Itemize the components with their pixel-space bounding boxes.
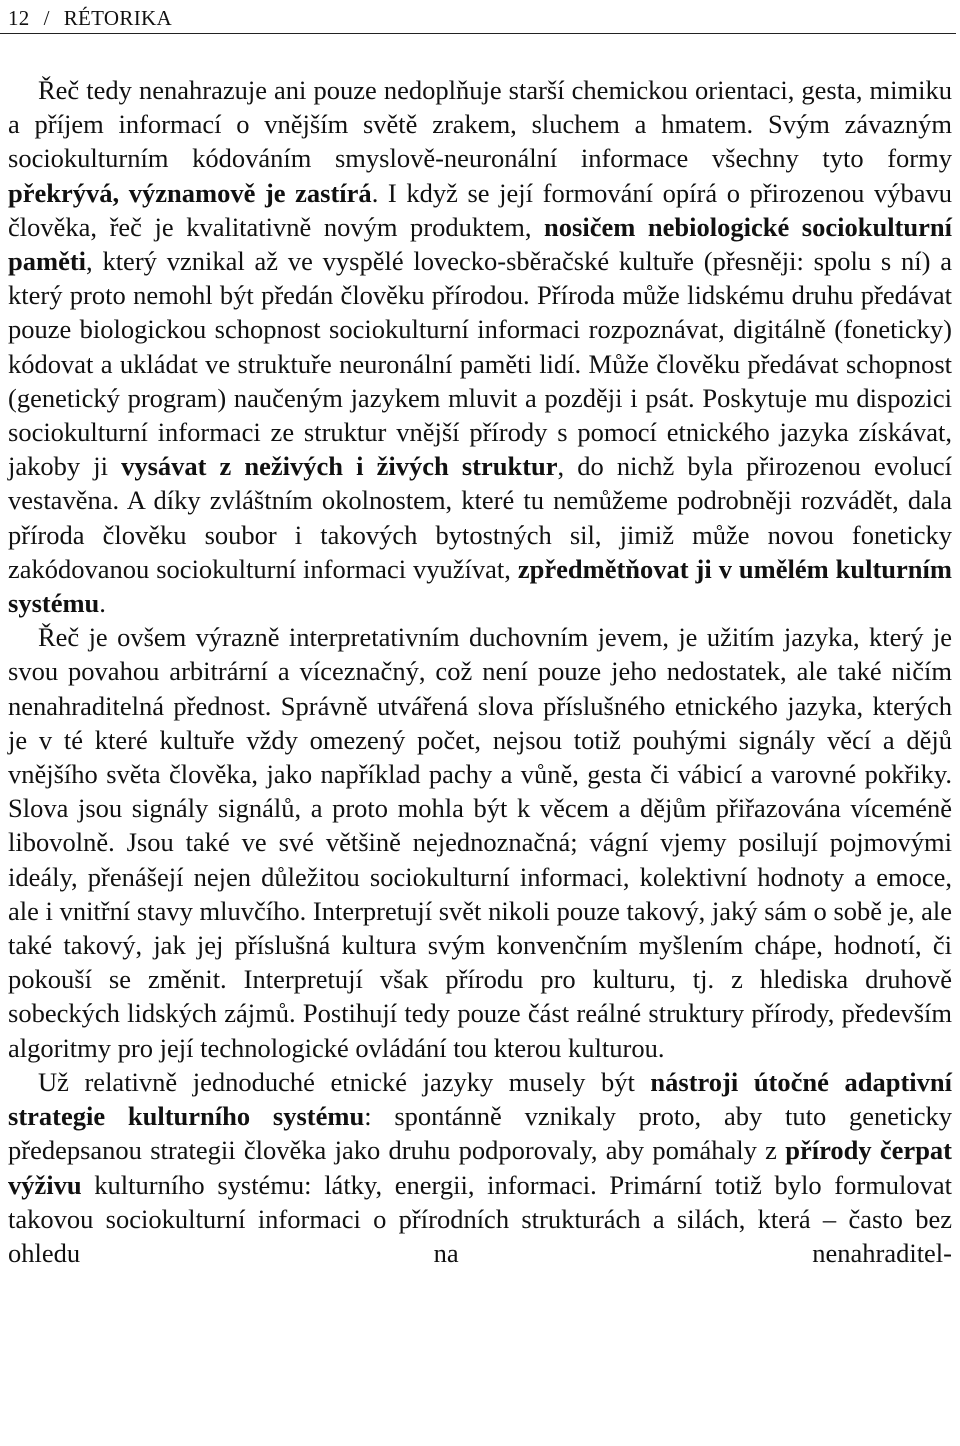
running-head-separator: / (43, 6, 50, 30)
text-segment: Řeč tedy nenahrazuje ani pouze nedoplňuje starší chemickou orientaci, gesta, mimiku a příjem informací o vnějším světě zrakem, sluchem a hmatem. Svým závazným sociokulturním kódováním smyslově-neuronální informace všechny tyto formy (8, 75, 952, 174)
chapter-title: RÉTORIKA (63, 6, 172, 30)
paragraph-2 (8, 620, 952, 1065)
text-segment: . I když se její formování opírá o přirozenou výbavu člověka, řeč je kvalitativně novým produktem, (8, 177, 952, 242)
bold-segment: vysávat z neživých i živých struktur (121, 451, 558, 482)
page-number: 12 (8, 6, 30, 30)
text-segment: kulturního systému: látky, energii, informaci. Primární totiž bylo formulovat takovou sociokulturní informaci o přírodních strukturách a silách, která – často bez ohledu na nenahraditel- (8, 1169, 952, 1268)
bold-segment: přírody čerpat výživu (8, 1135, 953, 1200)
paragraph-3 (8, 1065, 952, 1270)
bold-segment: zpředmětňovat ji v umělém kulturním systému (8, 553, 952, 619)
text-segment: : spontánně vznikaly proto, aby tuto geneticky předepsanou strategii člověka jako druhu podporovaly, aby pomáhaly z (8, 1101, 952, 1166)
body-text (8, 73, 952, 1270)
header-rule (0, 33, 956, 34)
bold-segment: nosičem nebiologické sociokulturní paměti (8, 211, 952, 277)
running-head (8, 6, 172, 30)
text-segment: , který vznikal až ve vyspělé lovecko-sběračské kultuře (přesněji: spolu s ní) a který proto nemohl být předán člověku přírodou. Příroda může lidskému druhu předávat pouze biologickou schopnost sociokulturní informaci rozpoznávat, digitálně (foneticky) kódovat a ukládat ve struktuře neuronální paměti lidí. Může člověku předávat schopnost (genetický program) naučeným jazykem mluvit a později i psát. Poskytuje mu dispozici sociokulturní informaci ze struktur vnější přírody s pomocí etnického jazyka získávat, jakoby ji (8, 246, 952, 482)
text-segment: . (99, 588, 106, 619)
bold-segment: nástroji útočné adaptivní strategie kulturního systému (8, 1066, 952, 1132)
text-segment: , do nichž byla přirozenou evolucí vestavěna. A díky zvláštním okolnostem, které tu nemůžeme podrobněji rozvádět, dala příroda člověku soubor i takových bytostných sil, jimiž může novou foneticky zakódovanou sociokulturní informaci využívat, (8, 451, 952, 584)
bold-segment: překrývá, významově je zastírá (8, 177, 372, 208)
text-segment: Řeč je ovšem výrazně interpretativním duchovním jevem, je užitím jazyka, který je svou povahou arbitrární a víceznačný, což není pouze jeho nedostatek, ale také ničím nenahraditelná přednost. Správně utvářená slova příslušného etnického jazyka, kterých je v té které kultuře vždy omezený počet, nejsou totiž pouhými signály věcí a dějů vnějšího světa člověka, jako například pachy a vůně, gesta či vábicí a varovné pokřiky. Slova jsou signály signálů, a proto mohla být k věcem a dějům přiřazována víceméně libovolně. Jsou také ve své většině nejednoznačná; vágní vjemy posilují pojmovými ideály, přenášejí nejen důležitou sociokulturní informaci, kolektivní hodnoty a emoce, ale i vnitřní stavy mluvčího. Interpretují svět nikoli pouze takový, jaký sám o sobě je, ale také takový, jak jej příslušná kultura svým konvenčním myšlením chápe, hodnotí, či pokouší se změnit. Interpretují však přírodu pro kulturu, tj. z hlediska druhově sobeckých lidských zájmů. Postihují tedy pouze část reálné struktury přírody, především algoritmy pro její technologické ovládání tou kterou kulturou. (8, 622, 952, 1063)
text-segment: Už relativně jednoduché etnické jazyky musely být (38, 1066, 651, 1097)
paragraph-1 (8, 73, 952, 620)
